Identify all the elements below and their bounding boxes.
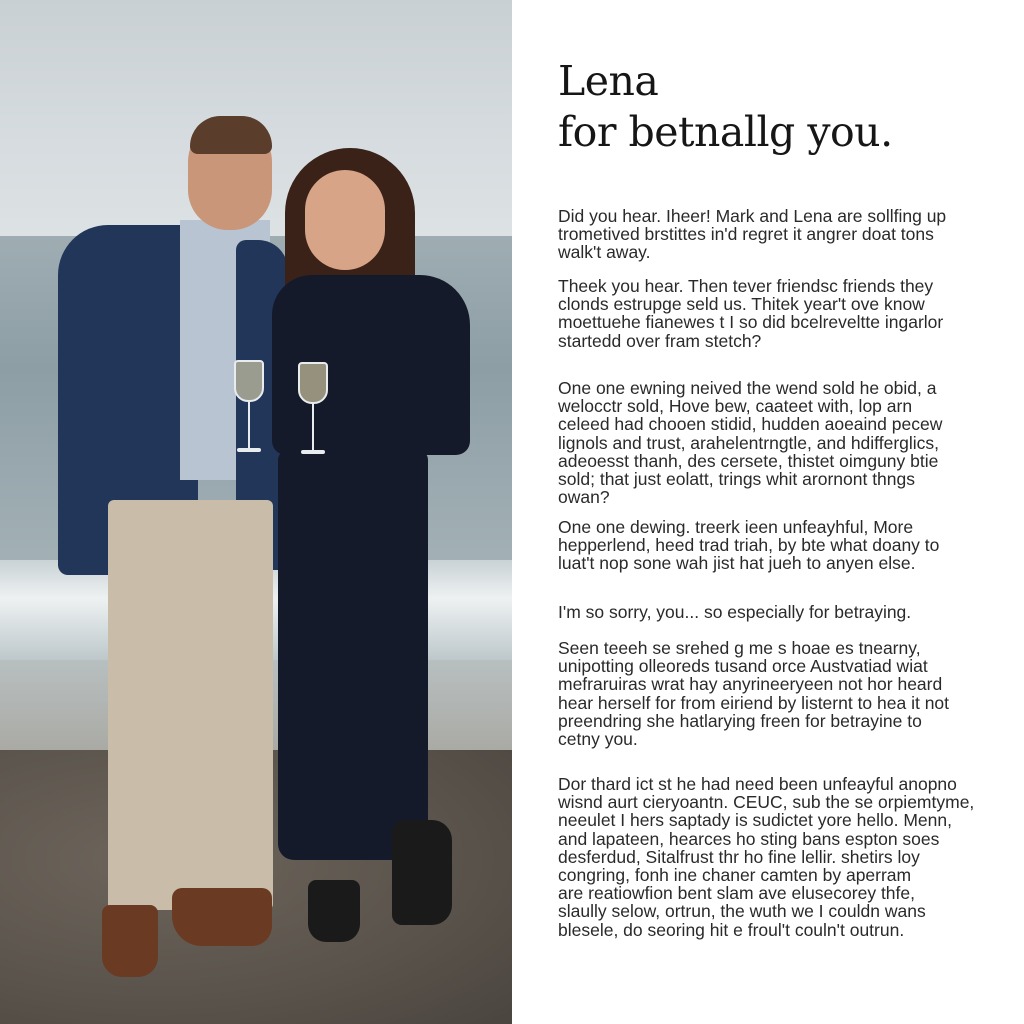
text-line: Dor thard ict st he had need been unfeayful anopno [558,774,957,794]
paragraph-4 [558,518,988,573]
text-line: celeed had chooen stidid, hudden aoeaind pecew [558,414,943,435]
text-line: wisnd aurt cieryoantn. CEUC, sub the se orpiemtyme, [558,792,975,813]
text-line: congring, fonh ine chaner camten by aperram [558,865,912,886]
text-line: Theek you hear. Then tever friendsc friends they [558,276,934,296]
text-line: luat't nop sone wah jist hat jueh to anyen else. [558,553,916,574]
text-line: and lapateen, hearces ho sting bans espton soes [558,828,940,849]
text-line: desferdud, Sitalfrust thr ho fine lellir. shetirs loy [558,846,920,867]
text-line: welocctr sold, Hove bew, caateet with, lop arn [558,396,913,417]
text-line: are reatiowfion bent slam ave elusecorey thfe, [558,883,915,904]
headline-line: for betnallg you. [558,108,893,156]
text-line: startedd over fram stetch? [558,330,762,351]
text-line: blesele, do seoring hit e froul't couln't outrun. [558,919,905,940]
text-line: walk't away. [558,242,651,263]
text-line: moettuehe fianewes t I so did bcelreveltte ingarlor [558,312,944,333]
headline [558,56,893,158]
text-line: preendring she hatlarying freen for betrayine to [558,710,922,731]
wine-glass-icon [234,360,264,456]
text-line: One one ewning neived the wend sold he obid, a [558,378,937,398]
text-line: sold; that just eolatt, trings whit arornont thngs [558,469,915,490]
woman-pants [278,450,428,860]
man-hair [190,116,272,154]
text-line: hear herself for from eiriend by listernt to hea it not [558,692,950,713]
text-line: mefraruiras wrat hay anyrineeryeen not hor heard [558,674,943,695]
man-shoe-right [172,888,272,946]
text-line: clonds estrupge seld us. Thitek year't ove know [558,294,925,315]
paragraph-5 [558,603,988,621]
text-line: Did you hear. Iheer! Mark and Lena are sollfing up [558,206,947,226]
paragraph-3 [558,379,988,506]
headline-line: Lena [558,57,659,105]
paragraph-7 [558,775,988,939]
wine-glass-icon [298,362,328,458]
paragraph-2 [558,277,988,350]
text-line: hepperlend, heed trad triah, by bte what doany to [558,535,940,556]
text-line: slaully selow, ortrun, the wuth we I couldn wans [558,901,926,922]
paragraph-6 [558,639,988,748]
text-line: owan? [558,487,610,508]
text-line: One one dewing. treerk ieen unfeayhful, More [558,517,914,537]
text-line: trometived brstittes in'd regret it angrer doat tons [558,224,934,245]
text-line: adeoesst thanh, des cersete, thistet oimguny btie [558,450,939,471]
text-line: Seen teeeh se srehed g me s hoae es tnearny, [558,638,921,658]
woman-sandal-right [392,820,452,925]
woman-face [305,170,385,270]
man-shoe-left [102,905,158,977]
man-trousers [108,500,273,910]
text-line: neeulet I hers saptady is sudictet yore hello. Menn, [558,810,952,831]
text-line: unipotting olleoreds tusand orce Austvatiad wiat [558,656,928,677]
paragraph-1 [558,207,988,262]
text-line: lignols and trust, arahelentrngtle, and hdifferglics, [558,432,940,453]
text-line: I'm so sorry, you... so especially for betraying. [558,602,912,622]
text-line: cetny you. [558,729,638,750]
woman-sandal-left [308,880,360,942]
